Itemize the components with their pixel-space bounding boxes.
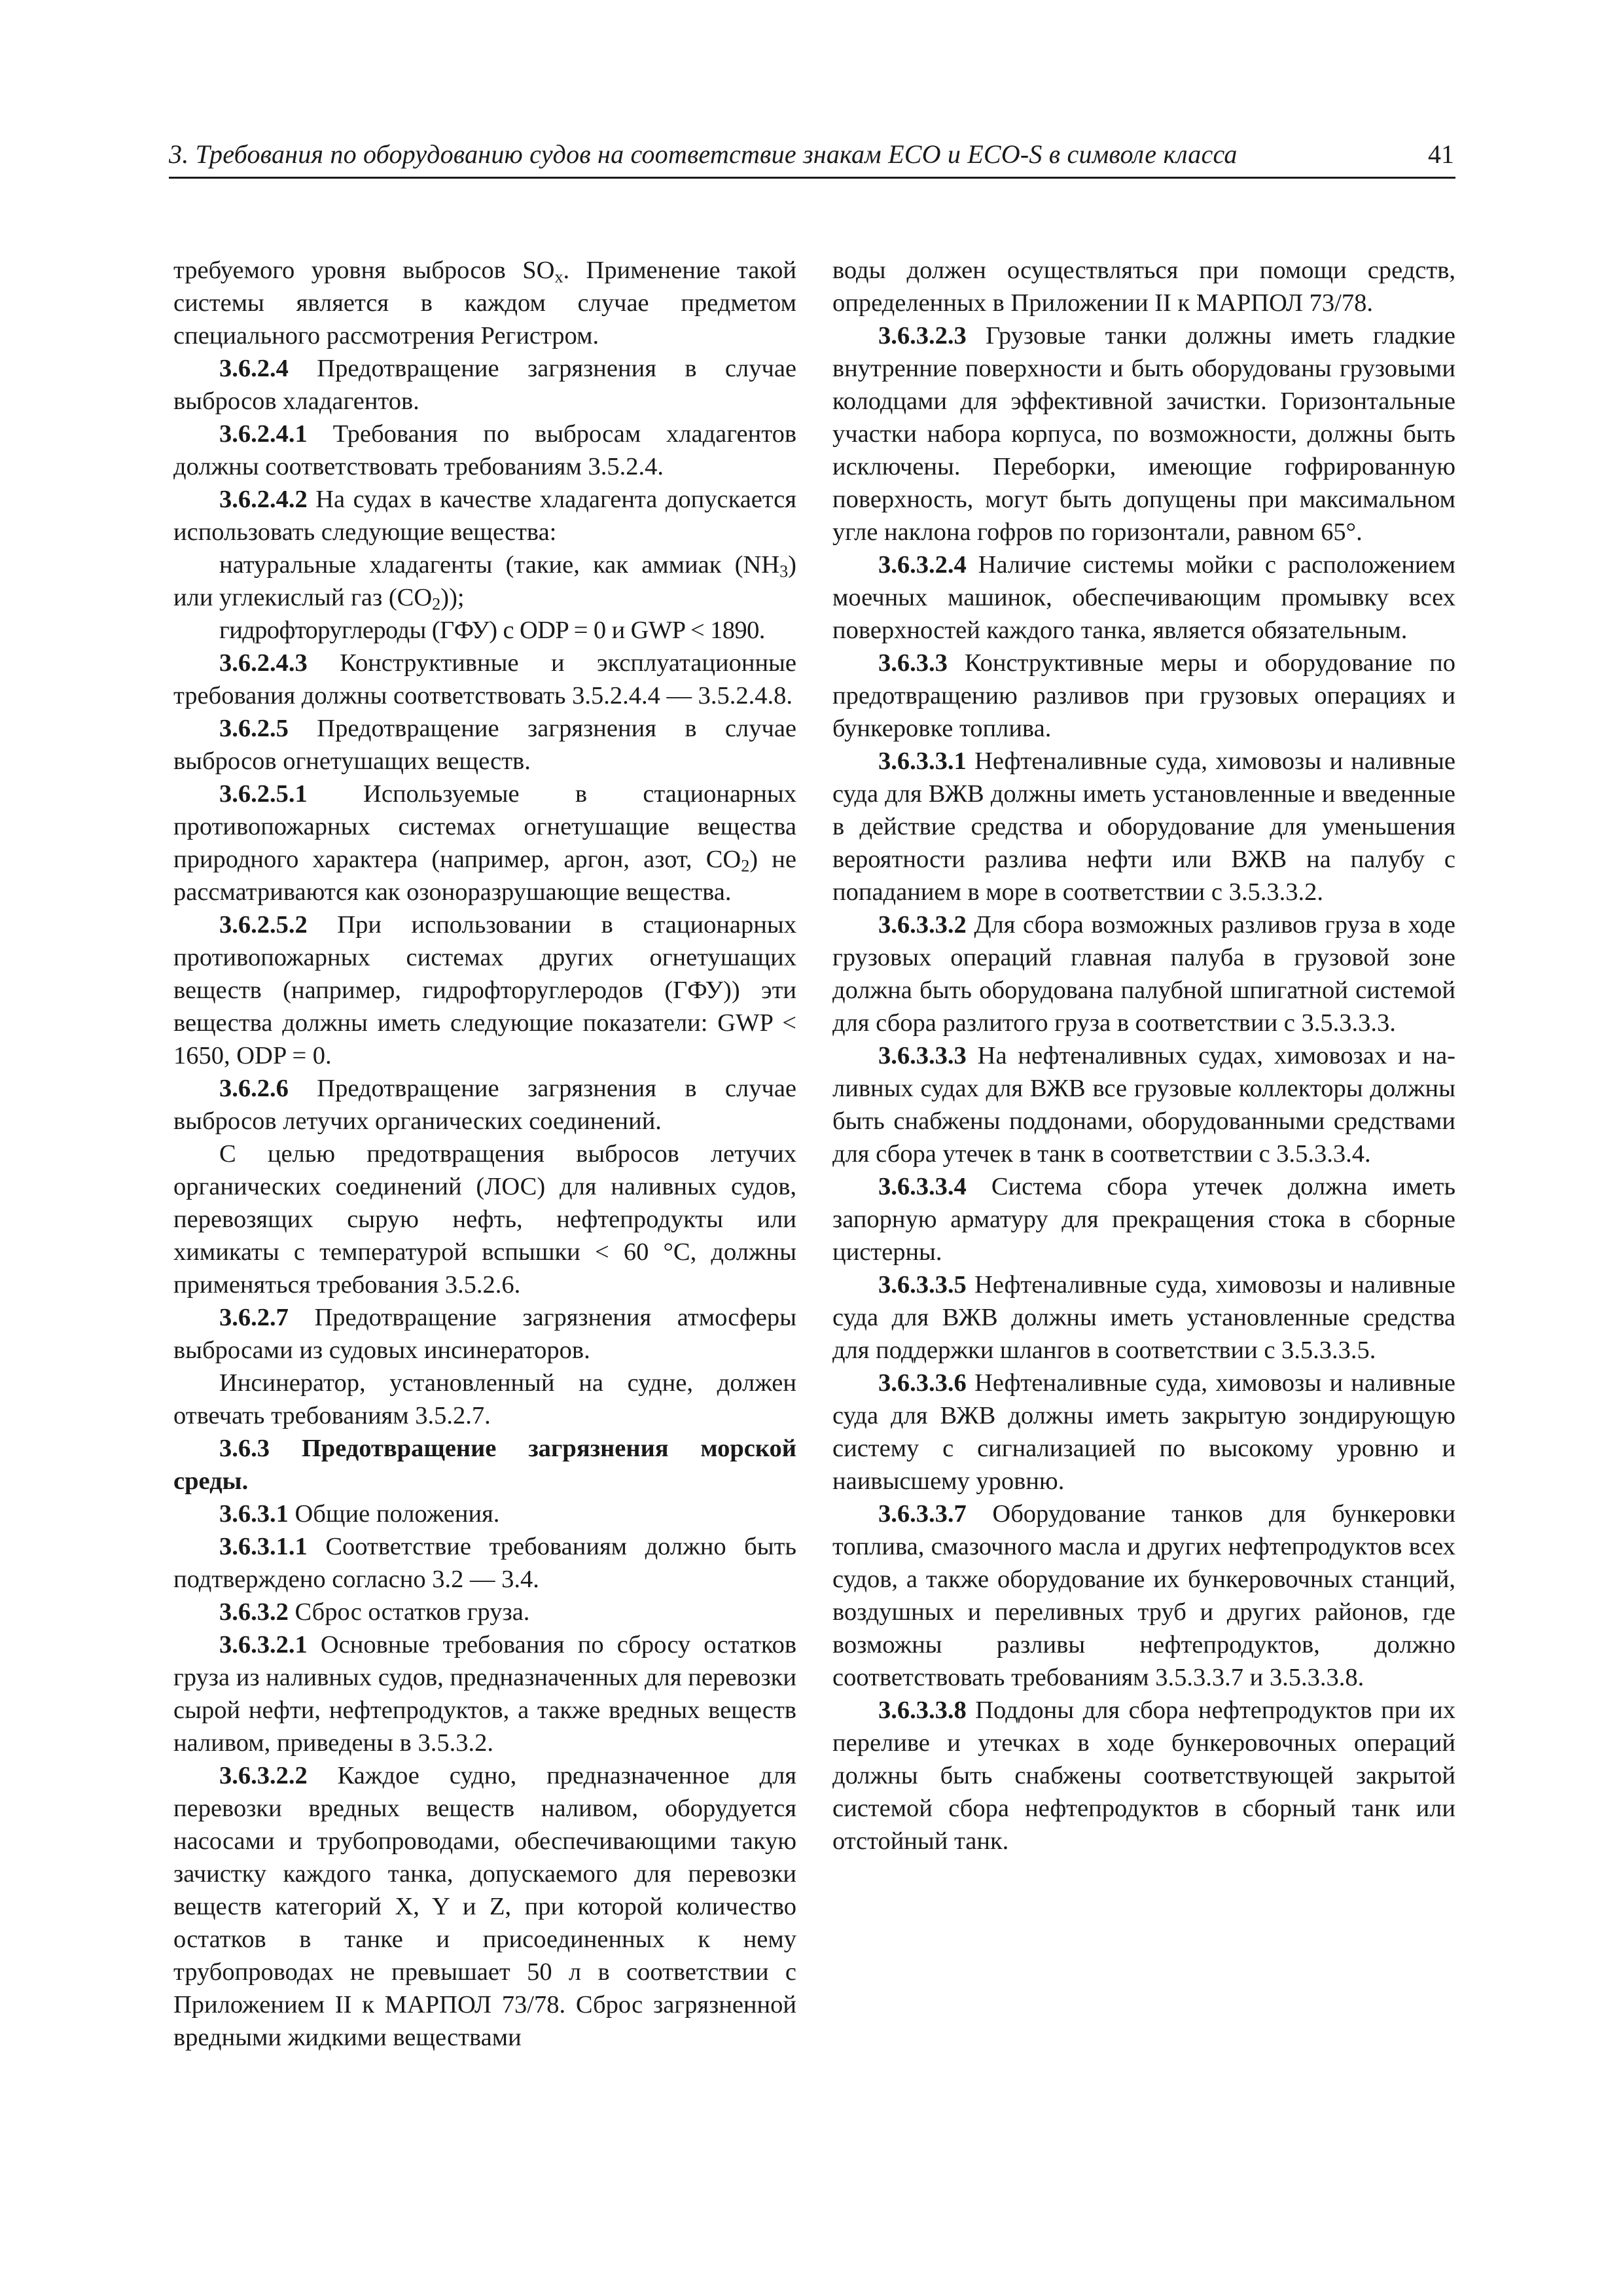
paragraph-text: С целью предотвращения выбросов летучих органических соединений (ЛОС) для наливных судов, перевозящих сырую нефть, нефтепродукты или химикаты с температурой вспышки < 60 °C, должны применяться требования 3.5.2.6. [173, 1140, 796, 1299]
paragraph [832, 647, 1455, 745]
paragraph-text: натуральные хладагенты (такие, как аммиак $(NH_3)$ или углекислый газ $(CO_2)$); [173, 551, 796, 614]
paragraph [832, 1694, 1455, 1857]
section-number: 3.6.3.2.1 [219, 1631, 308, 1659]
paragraph [173, 712, 796, 778]
paragraph [173, 1498, 796, 1530]
section-number: 3.6.2.5.1 [219, 780, 308, 808]
paragraph [173, 483, 796, 548]
section-number: 3.6.3.3.6 [878, 1369, 967, 1397]
paragraph [173, 418, 796, 483]
paragraph [173, 1530, 796, 1596]
paragraph [173, 1628, 796, 1759]
paragraph-text: Оборудование танков для бункеровки топлива, смазочного масла и других нефтепродуктов всех судов, а также оборудование их бункеровочных станций, воздушных и переливных труб и других районов, где возможны разливы нефтепродуктов, должно соответствовать требованиям 3.5.3.3.7 и 3.5.3.3.8. [832, 1500, 1455, 1691]
paragraph [173, 1072, 796, 1138]
right-column [832, 254, 1455, 1857]
section-number: 3.6.3.3 [878, 649, 948, 677]
paragraph [173, 1596, 796, 1628]
paragraph-text: Инсинератор, установленный на судне, должен отвечать требованиям 3.5.2.7. [173, 1369, 796, 1429]
paragraph [173, 254, 796, 352]
section-number: 3.6.3.3.2 [878, 911, 967, 939]
paragraph [173, 614, 796, 647]
paragraph-text: Предотвращение загрязнения в случае выбросов летучих органических соединений. [173, 1075, 796, 1135]
paragraph-text: Общие положения. [288, 1500, 500, 1528]
paragraph [832, 1367, 1455, 1498]
paragraph [832, 1170, 1455, 1268]
section-number: 3.6.2.4.3 [219, 649, 308, 677]
paragraph-text: Предотвращение загрязнения атмосферы выбросами из судовых инсинераторов. [173, 1304, 796, 1364]
paragraph-text: Каждое судно, предназначенное для перевозки вредных веществ наливом, оборудуется насосами и трубопроводами, обеспечивающими такую зачистку каждого танка, допускаемого для перевозки веществ категорий X, Y и Z, при которой количество остатков в танке и присоединенных к нему трубопроводах не превышает 50 л в соответствии с Приложением II к МАРПОЛ 73/78. Сброс загрязненной вредными жидкими веществами [173, 1762, 796, 2051]
paragraph-text: На судах в качестве хладагента допускается использовать следующие вещества: [173, 486, 796, 546]
paragraph [832, 548, 1455, 647]
paragraph-text: Соответствие требованиям должно быть подтверждено согласно 3.2 — 3.4. [173, 1533, 796, 1593]
section-number: 3.6.2.4.1 [219, 420, 308, 448]
section-number: 3.6.2.4.2 [219, 486, 308, 513]
paragraph-text: Предотвращение загрязнения в случае выбросов хладагентов. [173, 355, 796, 415]
section-number: 3.6.2.5 [219, 715, 289, 742]
paragraph-text: Система сбора утечек должна иметь запорную арматуру для прекращения стока в сборные цистерны. [832, 1173, 1455, 1266]
section-heading [173, 1432, 796, 1498]
paragraph [832, 254, 1455, 319]
paragraph-text: Конструктивные меры и оборудование по предотвращению разливов при грузовых операциях и бункеровке топлива. [832, 649, 1455, 742]
paragraph [832, 1498, 1455, 1694]
section-number: 3.6.3.3.1 [878, 747, 967, 775]
paragraph-text: При использовании в стационарных противопожарных системах других огнетушащих веществ (например, гидрофторуглеродов (ГФУ)) эти вещества должны иметь следующие показатели: GWP < 1650, ODP = 0. [173, 911, 796, 1069]
paragraph [173, 352, 796, 418]
paragraph [173, 778, 796, 908]
paragraph-text: Нефтеналивные суда, химовозы и наливные суда для ВЖВ должны иметь закрытую зондирующую систему с сигнализацией по высокому уровню и наивысшему уровню. [832, 1369, 1455, 1495]
paragraph [173, 647, 796, 712]
paragraph-text: Грузовые танки должны иметь гладкие внутренние поверхности и быть оборудованы грузовыми колодцами для эффективной зачистки. Горизонтальные участки набора корпуса, по возможности, должны быть исключены. Переборки, имеющие гофрированную поверхность, могут быть допущены при максимальном угле наклона гофров по горизонтали, равном 65°. [832, 322, 1455, 546]
paragraph-text: воды должен осуществляться при помощи средств, определенных в Приложении II к МАРПОЛ 73/78. [832, 257, 1455, 317]
section-number: 3.6.3.2.2 [219, 1762, 308, 1789]
section-number: 3.6.3.3.7 [878, 1500, 967, 1528]
paragraph-text: Поддоны для сбора нефтепродуктов при их переливе и утечках в ходе бункеровочных операций должны быть снабжены соответствующей закрытой системой сбора нефтепродуктов в сборный танк или отстойный танк. [832, 1696, 1455, 1855]
section-number: 3.6.2.5.2 [219, 911, 308, 939]
paragraph-text: Конструктивные и эксплуатационные требования должны соответствовать 3.5.2.4.4 — 3.5.2.4.8. [173, 649, 796, 709]
header-title: 3. Требования по оборудованию судов на соответствие знакам ECO и ECO-S в символе класса [169, 139, 1238, 169]
left-column [173, 254, 796, 2054]
paragraph [832, 1039, 1455, 1170]
paragraph [173, 908, 796, 1072]
section-number: 3.6.3.2.4 [878, 551, 967, 579]
section-number: 3.6.3.2.3 [878, 322, 967, 350]
running-header [169, 136, 1455, 179]
section-number: 3.6.3.3.5 [878, 1271, 967, 1299]
paragraph-text: Для сбора возможных разливов груза в ходе грузовых операций главная палуба в грузовой зоне должна быть оборудована палубной шпигатной системой для сбора разлитого груза в соответствии с 3.5.3.3.3. [832, 911, 1455, 1037]
section-number: 3.6.2.7 [219, 1304, 289, 1331]
paragraph [173, 1367, 796, 1432]
paragraph-text: Предотвращение загрязнения в случае выбросов огнетушащих веществ. [173, 715, 796, 775]
section-number: 3.6.3.3.4 [878, 1173, 967, 1200]
paragraph [173, 1759, 796, 2054]
section-number: 3.6.3.2 [219, 1598, 289, 1626]
paragraph [173, 548, 796, 614]
paragraph [832, 745, 1455, 908]
paragraph-text: Наличие системы мойки с расположением моечных машинок, обеспечивающим промывку всех поверхностей каждого танка, является обязательным. [832, 551, 1455, 644]
paragraph-text: Требования по выбросам хладагентов должны соответствовать требованиям 3.5.2.4. [173, 420, 796, 480]
paragraph [173, 1138, 796, 1301]
page-number: 41 [1428, 139, 1454, 169]
paragraph-text: требуемого уровня выбросов $SO_x$. Применение такой системы является в каждом случае предметом специального рассмотрения Регистром. [173, 257, 796, 350]
paragraph-text: Нефтеналивные суда, химовозы и наливные суда для ВЖВ должны иметь установленные средства для поддержки шлангов в соответствии с 3.5.3.3.5. [832, 1271, 1455, 1364]
paragraph-text: гидрофторуглероды (ГФУ) с ODP = 0 и GWP < 1890. [219, 617, 765, 644]
section-number: 3.6.3.1 [219, 1500, 289, 1528]
paragraph-text: Используемые в стационарных противопожарных системах огнетушащие вещества природного характера (например, аргон, азот, $CO_2$) не рассматриваются как озоноразрушающие вещества. [173, 780, 796, 906]
paragraph-text: Нефтеналивные суда, химовозы и наливные суда для ВЖВ должны иметь установленные и введенные в действие средства и оборудование для уменьшения вероятности разлива нефти или ВЖВ на палубу с попаданием в море в соответствии с 3.5.3.3.2. [832, 747, 1455, 906]
paragraph-text: Основные требования по сбросу остатков груза из наливных судов, предназначенных для перевозки сырой нефти, нефтепродуктов, а также вредных веществ наливом, приведены в 3.5.3.2. [173, 1631, 796, 1757]
paragraph-text: Сброс остатков груза. [288, 1598, 530, 1626]
section-number: 3.6.2.4 [219, 355, 289, 382]
section-number: 3.6.3 Предотвращение загрязнения морской среды. [173, 1435, 796, 1495]
section-number: 3.6.3.3.3 [878, 1042, 967, 1069]
section-number: 3.6.3.1.1 [219, 1533, 308, 1560]
section-number: 3.6.3.3.8 [878, 1696, 967, 1724]
paragraph [832, 1268, 1455, 1367]
paragraph [173, 1301, 796, 1367]
paragraph-text: На нефтеналивных судах, химовозах и на-ливных судах для ВЖВ все грузовые коллекторы должны быть снабжены поддонами, оборудованными средствами для сбора утечек в танк в соответствии с 3.5.3.3.4. [832, 1042, 1455, 1168]
paragraph [832, 908, 1455, 1039]
paragraph [832, 319, 1455, 548]
section-number: 3.6.2.6 [219, 1075, 289, 1102]
